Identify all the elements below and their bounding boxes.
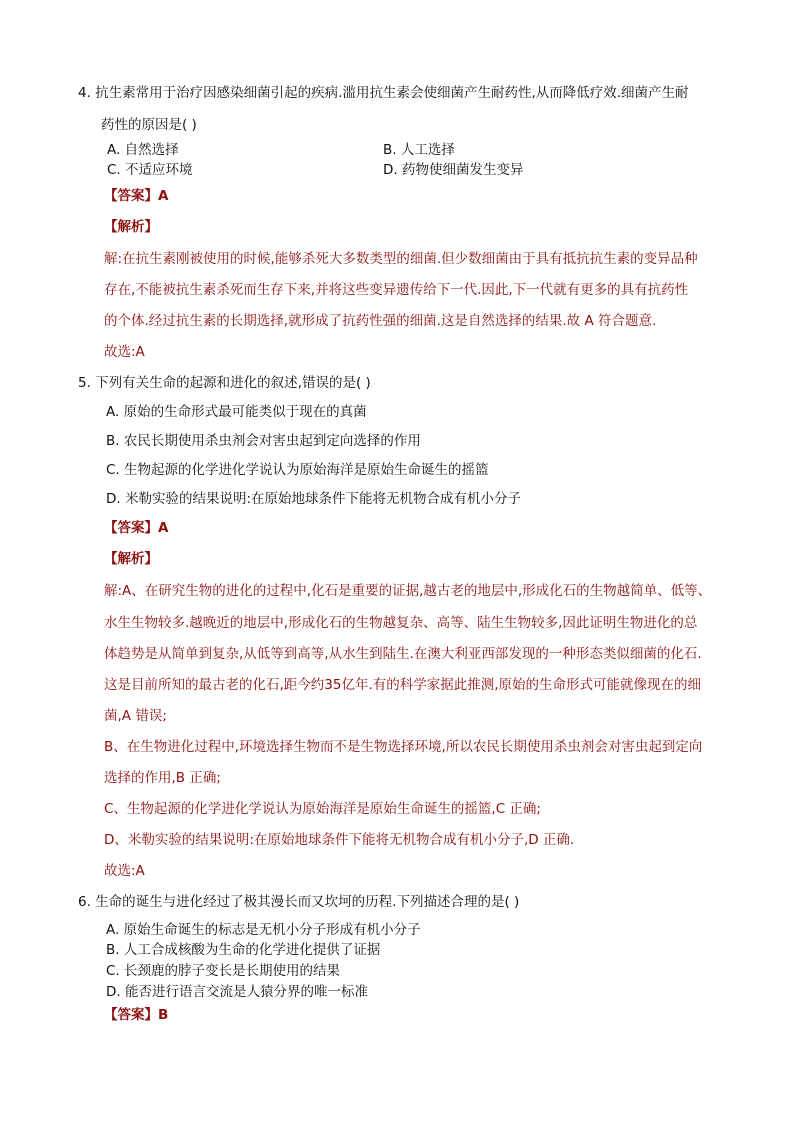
question-6-option-b: B. 人工合成核酸为生命的化学进化提供了证据 — [106, 942, 381, 958]
question-5-analysis-line9: D、米勒实验的结果说明:在原始地球条件下能将无机物合成有机小分子,D 正确. — [104, 832, 575, 848]
question-6-option-c: C. 长颈鹿的脖子变长是长期使用的结果 — [106, 963, 341, 979]
question-4-conclusion: 故选:A — [104, 344, 145, 360]
question-5-stem: 5. 下列有关生命的起源和进化的叙述,错误的是( ) — [78, 375, 371, 391]
question-4-analysis-line2: 存在,不能被抗生素杀死而生存下来,并将这些变异遗传给下一代.因此,下一代就有更多的具有抗药性 — [104, 282, 689, 298]
question-5-analysis-line4: 这是目前所知的最古老的化石,距今约35亿年.有的科学家据此推测,原始的生命形式可能就像现在的细 — [104, 677, 702, 693]
question-5-analysis-line6: B、在生物进化过程中,环境选择生物而不是生物选择环境,所以农民长期使用杀虫剂会对害虫起到定向 — [104, 739, 703, 755]
question-4-option-b: B. 人工选择 — [383, 142, 455, 158]
question-5-option-a: A. 原始的生命形式最可能类似于现在的真菌 — [106, 404, 367, 420]
question-5-conclusion: 故选:A — [104, 863, 145, 879]
question-6-option-d: D. 能否进行语言交流是人猿分界的唯一标准 — [106, 984, 368, 1000]
question-4-option-c: C. 不适应环境 — [107, 162, 193, 178]
question-4-stem-line1: 4. 抗生素常用于治疗因感染细菌引起的疾病.滥用抗生素会使细菌产生耐药性,从而降低疗效.细菌产生耐 — [78, 85, 689, 101]
question-5-analysis-line2: 水生生物较多.越晚近的地层中,形成化石的生物越复杂、高等、陆生生物较多,因此证明生物进化的总 — [104, 615, 698, 631]
question-4-stem-line2: 药性的原因是( ) — [101, 117, 197, 133]
question-5-analysis-line7: 选择的作用,B 正确; — [104, 770, 221, 786]
question-4-answer: 【答案】A — [104, 188, 169, 204]
question-5-analysis-heading: 【解析】 — [104, 551, 158, 567]
question-4-option-d: D. 药物使细菌发生变异 — [383, 162, 524, 178]
question-6-option-a: A. 原始生命诞生的标志是无机小分子形成有机小分子 — [106, 922, 421, 938]
question-5-option-b: B. 农民长期使用杀虫剂会对害虫起到定向选择的作用 — [106, 433, 421, 449]
question-5-answer: 【答案】A — [104, 520, 169, 536]
question-6-stem: 6. 生命的诞生与进化经过了极其漫长而又坎坷的历程.下列描述合理的是( ) — [78, 894, 520, 910]
question-5-analysis-line3: 体趋势是从简单到复杂,从低等到高等,从水生到陆生.在澳大利亚西部发现的一种形态类似细菌的化石. — [104, 646, 702, 662]
question-4-analysis-line3: 的个体.经过抗生素的长期选择,就形成了抗药性强的细菌.这是自然选择的结果.故 A 符合题意. — [104, 313, 657, 329]
question-4-option-a: A. 自然选择 — [107, 142, 179, 158]
question-5-analysis-line1: 解:A、在研究生物的进化的过程中,化石是重要的证据,越古老的地层中,形成化石的生物越简单、低等、 — [104, 583, 712, 599]
question-4-analysis-line1: 解:在抗生素刚被使用的时候,能够杀死大多数类型的细菌.但少数细菌由于具有抵抗抗生素的变异品种 — [104, 251, 698, 267]
question-5-option-d: D. 米勒实验的结果说明:在原始地球条件下能将无机物合成有机小分子 — [106, 491, 522, 507]
question-5-analysis-line8: C、生物起源的化学进化学说认为原始海洋是原始生命诞生的摇篮,C 正确; — [104, 801, 541, 817]
question-5-analysis-line5: 菌,A 错误; — [104, 708, 167, 724]
question-6-answer: 【答案】B — [104, 1007, 169, 1023]
question-4-analysis-heading: 【解析】 — [104, 219, 158, 235]
question-5-option-c: C. 生物起源的化学进化学说认为原始海洋是原始生命诞生的摇篮 — [106, 462, 489, 478]
